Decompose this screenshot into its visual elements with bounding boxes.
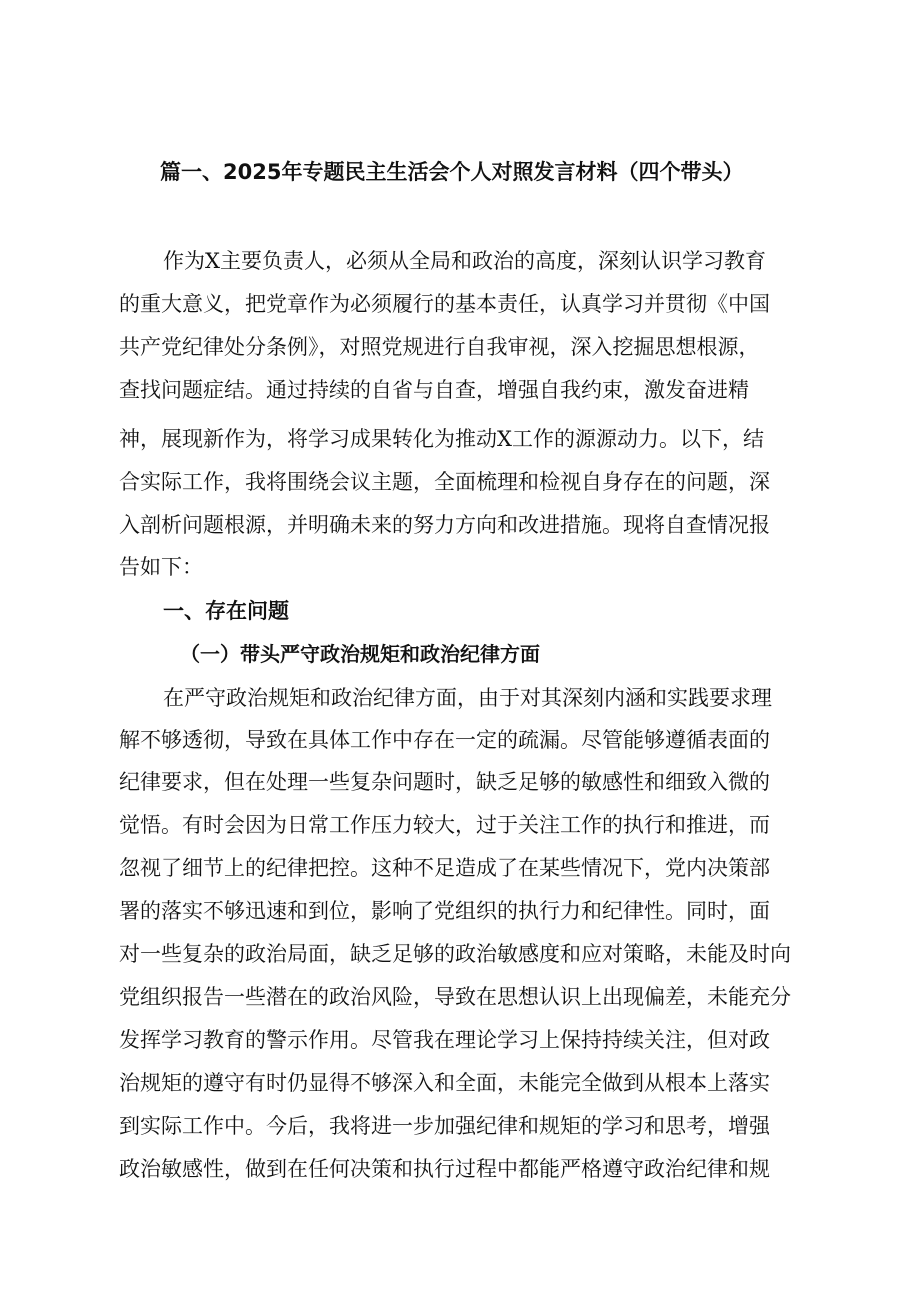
intro-line: 查找问题症结。通过持续的自省与自查，增强自我约束，激发奋进精 [119,378,749,402]
body-line: 觉悟。有时会因为日常工作压力较大，过于关注工作的执行和推进，而 [119,813,770,837]
body-line: 发挥学习教育的警示作用。尽管我在理论学习上保持持续关注，但对政 [119,1028,770,1052]
body-line: 解不够透彻，导致在具体工作中存在一定的疏漏。尽管能够遵循表面的 [119,728,770,752]
body-line: 在严守政治规矩和政治纪律方面，由于对其深刻内涵和实践要求理 [163,686,772,710]
body-line: 对一些复杂的政治局面，缺乏足够的政治敏感度和应对策略，未能及时向 [119,942,791,966]
body-line: 治规矩的遵守有时仍显得不够深入和全面，未能完全做到从根本上落实 [119,1071,770,1095]
body-line: 党组织报告一些潜在的政治风险，导致在思想认识上出现偏差，未能充分 [119,985,791,1009]
body-line: 政治敏感性，做到在任何决策和执行过程中都能严格遵守政治纪律和规 [119,1157,770,1181]
intro-line: 共产党纪律处分条例》，对照党规进行自我审视，深入挖掘思想根源， [119,335,760,359]
intro-line: 神，展现新作为，将学习成果转化为推动X工作的源源动力。以下，结 [119,427,764,451]
section-heading: 一、存在问题 [163,599,289,623]
intro-line: 合实际工作，我将围绕会议主题，全面梳理和检视自身存在的问题，深 [119,470,770,494]
intro-line: 告如下： [119,555,203,579]
intro-line: 作为X主要负责人，必须从全局和政治的高度，深刻认识学习教育 [163,249,766,273]
body-line: 纪律要求，但在处理一些复杂问题时，缺乏足够的敏感性和细致入微的 [119,770,770,794]
document-title: 篇一、2025年专题民主生活会个人对照发言材料（四个带头） [160,160,744,184]
body-line: 署的落实不够迅速和到位，影响了党组织的执行力和纪律性。同时，面 [119,899,770,923]
body-line: 忽视了细节上的纪律把控。这种不足造成了在某些情况下，党内决策部 [119,856,770,880]
body-line: 到实际工作中。今后，我将进一步加强纪律和规矩的学习和思考，增强 [119,1114,770,1138]
subsection-heading: （一）带头严守政治规矩和政治纪律方面 [180,642,540,666]
intro-line: 的重大意义，把党章作为必须履行的基本责任，认真学习并贯彻《中国 [119,292,770,316]
intro-line: 入剖析问题根源，并明确未来的努力方向和改进措施。现将自查情况报 [119,513,770,537]
